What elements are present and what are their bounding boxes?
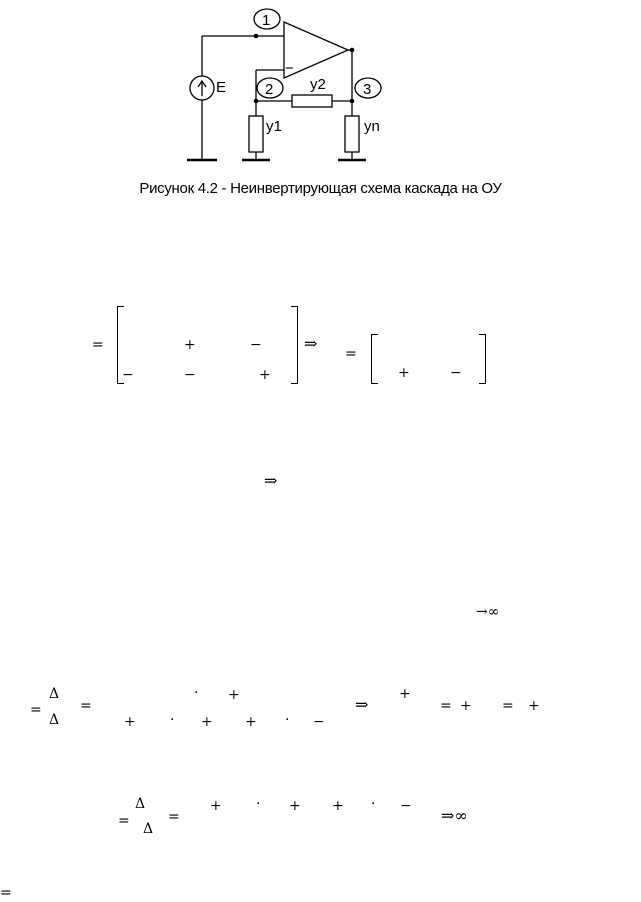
plus-sign: +: [228, 687, 240, 703]
tends-to-infinity: →∞: [476, 604, 500, 620]
node-3-label: 3: [363, 81, 372, 98]
matrix-right-bracket: [291, 306, 298, 384]
y1-resistor: [249, 116, 263, 152]
plus-sign: +: [528, 698, 540, 714]
delta-denominator: Δ: [49, 712, 60, 728]
y2-label: y2: [310, 76, 326, 93]
equals-sign: =: [345, 346, 357, 362]
implies-arrow: ⇒: [355, 695, 369, 714]
minus-sign: −: [313, 714, 325, 730]
equals-sign: =: [92, 337, 104, 353]
node-1-label: 1: [262, 12, 271, 29]
y2-resistor: [292, 95, 332, 107]
minus-sign: −: [450, 365, 462, 381]
plus-sign: +: [399, 686, 411, 702]
plus-sign: +: [289, 798, 301, 814]
minus-sign: −: [250, 337, 262, 353]
opamp-minus-sign: −: [285, 60, 294, 77]
yn-label: yn: [364, 118, 380, 135]
dot-operator: ·: [285, 712, 290, 728]
figure-caption: Рисунок 4.2 - Неинвертирующая схема каскада на ОУ: [139, 180, 502, 197]
yn-resistor: [345, 116, 359, 152]
delta-numerator: Δ: [49, 686, 60, 702]
delta-denominator: Δ: [143, 821, 154, 837]
minus-sign: −: [122, 367, 134, 383]
node-2-label: 2: [265, 81, 274, 98]
equals-sign: =: [440, 698, 452, 714]
equals-sign: =: [168, 809, 180, 825]
noninverting-opamp-circuit: [0, 0, 641, 175]
plus-sign: +: [184, 337, 196, 353]
equals-sign: =: [502, 698, 514, 714]
plus-sign: +: [201, 714, 213, 730]
y1-label: y1: [266, 118, 282, 135]
plus-sign: +: [398, 365, 410, 381]
delta-numerator: Δ: [135, 796, 146, 812]
vector-left-bracket: [371, 334, 378, 384]
plus-sign: +: [245, 714, 257, 730]
equals-sign: =: [30, 702, 42, 718]
plus-sign: +: [259, 367, 271, 383]
vector-right-bracket: [479, 334, 486, 384]
dot-operator: ·: [170, 712, 175, 728]
source-label: E: [216, 79, 227, 96]
minus-sign: −: [400, 798, 412, 814]
minus-sign: −: [184, 367, 196, 383]
implies-infinity: ⇒∞: [441, 806, 468, 825]
plus-sign: +: [332, 798, 344, 814]
plus-sign: +: [124, 714, 136, 730]
implies-arrow: ⇒: [304, 334, 318, 353]
plus-sign: +: [210, 798, 222, 814]
equals-sign: =: [0, 885, 12, 901]
implies-arrow: ⇒: [264, 471, 278, 490]
dot-operator: ·: [256, 796, 261, 812]
equals-sign: =: [118, 813, 130, 829]
dot-operator: ·: [371, 796, 376, 812]
equals-sign: =: [80, 698, 92, 714]
dot-operator: ·: [194, 685, 199, 701]
plus-sign: +: [460, 698, 472, 714]
